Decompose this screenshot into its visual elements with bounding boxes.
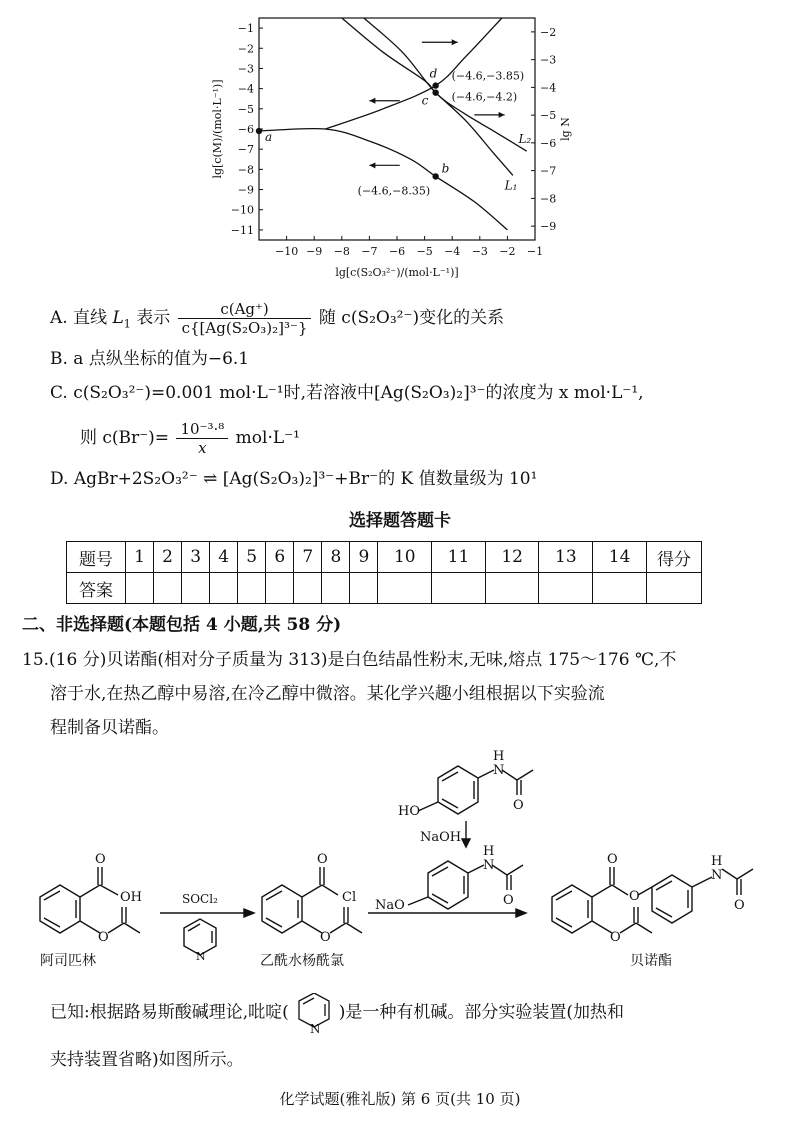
o-label-mid: O: [503, 893, 514, 908]
answer-cell-3[interactable]: [182, 573, 210, 604]
answer-header: 答案: [67, 573, 126, 604]
answer-cell-13[interactable]: [539, 573, 593, 604]
answer-card-answer-row: [67, 573, 702, 604]
question-number-5: 5: [238, 542, 266, 573]
answer-cell-12[interactable]: [485, 573, 539, 604]
x-tick-label: −1: [526, 245, 544, 258]
line-label-L2: L₂: [518, 132, 532, 147]
known-line1: 已知:根据路易斯酸碱理论,吡啶( N )是一种有机碱。部分实验装置(加热和: [50, 993, 624, 1033]
y-right-tick-label: −6: [540, 136, 557, 150]
point-annotation-b: (−4.6,−8.35): [357, 184, 431, 198]
acyl-chloride-label: 乙酰水杨酰氯: [260, 953, 344, 969]
y-left-tick-label: −5: [237, 102, 254, 116]
y-left-tick-label: −6: [237, 123, 254, 136]
answer-card-title: 选择题答题卡: [349, 511, 451, 531]
y-left-axis-label: lg[c(M)/(mol·L⁻¹)]: [211, 79, 224, 179]
answer-cell-6[interactable]: [266, 573, 294, 604]
answer-card-table: [66, 541, 702, 604]
x-tick-label: −6: [388, 245, 406, 258]
socl2-label: SOCl₂: [182, 892, 218, 906]
x-tick-label: −10: [274, 245, 299, 258]
page-footer: 化学试题(雅礼版) 第 6 页(共 10 页): [279, 1090, 521, 1108]
o-acyl-1: O: [317, 852, 328, 867]
o-prod-3: O: [610, 930, 621, 945]
o-label-top: O: [513, 798, 524, 813]
y-left-tick-label: −10: [230, 203, 254, 217]
y-right-tick-label: −7: [540, 164, 557, 178]
x-tick-label: −2: [499, 245, 516, 258]
option-c-line1: C. c(S₂O₃²⁻)=0.001 mol·L⁻¹时,若溶液中[Ag(S₂O₃)₂]³⁻的浓度为 x mol·L⁻¹,: [50, 383, 644, 403]
option-b: B. a 点纵坐标的值为−6.1: [50, 349, 250, 369]
question-number-12: 12: [485, 542, 539, 573]
h-label-mid: H: [483, 844, 495, 859]
point-annotation-c: (−4.6,−4.2): [451, 90, 518, 104]
point-label-b: b: [441, 161, 450, 176]
product-label: 贝诺酯: [630, 953, 672, 969]
option-c-line2: 则 c(Br⁻)= $\frac{\text{10⁻³·⁸}}{x}$ mol·L⁻¹: [80, 420, 300, 457]
o-acyl-2: O: [320, 930, 331, 945]
question-number-1: 1: [126, 542, 154, 573]
answer-cell-4[interactable]: [210, 573, 238, 604]
benorilate-structure: [552, 867, 753, 933]
answer-cell-11[interactable]: [432, 573, 486, 604]
arrow-left-mid-head: [369, 98, 375, 104]
n-inline: N: [309, 1022, 321, 1033]
o-prod-4: O: [734, 898, 745, 913]
y-right-tick-label: −5: [540, 109, 557, 123]
score-cell[interactable]: [647, 573, 702, 604]
answer-cell-2[interactable]: [154, 573, 182, 604]
naoh-label: NaOH: [420, 830, 462, 845]
question-number-2: 2: [154, 542, 182, 573]
answer-cell-14[interactable]: [593, 573, 647, 604]
point-label-a: a: [265, 130, 273, 145]
n-pyridine: N: [196, 950, 206, 963]
n-label-mid: N: [483, 858, 495, 873]
arrow-left-bottom-head: [369, 162, 375, 168]
point-b: [432, 173, 438, 179]
x-tick-label: −3: [471, 245, 488, 258]
x-tick-label: −7: [361, 245, 378, 258]
y-left-tick-label: −1: [237, 22, 254, 36]
point-a: [256, 128, 262, 134]
y-left-tick-label: −7: [237, 143, 254, 157]
pyridine-inline-icon: [289, 993, 339, 1033]
y-right-tick-label: −4: [540, 81, 557, 95]
y-left-tick-label: −4: [237, 82, 254, 96]
question-number-4: 4: [210, 542, 238, 573]
x-tick-label: −4: [444, 245, 461, 258]
answer-cell-8[interactable]: [322, 573, 350, 604]
y-right-tick-label: −3: [540, 53, 557, 67]
n-prod: N: [711, 868, 723, 883]
cl-label: Cl: [342, 890, 357, 905]
option-a: A. 直线 $L_1$ 表示 $\frac{c(Ag^+)}{\text{c\{[Ag(S₂O₃)₂]³⁻\}}}$ 随 c(S₂O₃²⁻)变化的关系: [50, 300, 505, 337]
point-annotation-d: (−4.6,−3.85): [451, 69, 525, 83]
y-right-tick-label: −9: [540, 220, 557, 234]
o-prod-1: O: [607, 852, 618, 867]
x-tick-label: −5: [416, 245, 433, 258]
point-c: [432, 89, 438, 95]
o-prod-2: O: [629, 889, 640, 904]
y-right-axis-label: lg N: [559, 117, 572, 141]
q15-line1: 15.(16 分)贝诺酯(相对分子质量为 313)是白色结晶性粉末,无味,熔点 175～176 ℃,不: [22, 650, 677, 670]
y-left-tick-label: −9: [237, 183, 254, 197]
question-number-6: 6: [266, 542, 294, 573]
y-left-tick-label: −8: [237, 163, 254, 177]
section-2-heading: 二、非选择题(本题包括 4 小题,共 58 分): [22, 615, 342, 635]
option-a-fraction: $\frac{c(Ag^+)}{\text{c\{[Ag(S₂O₃)₂]³⁻\}}}$: [178, 300, 312, 337]
answer-cell-1[interactable]: [126, 573, 154, 604]
oh-aspirin: OH: [120, 890, 142, 905]
number-header: 题号: [67, 542, 126, 573]
series-line-L2: [364, 18, 527, 151]
known-line2: 夹持装置省略)如图所示。: [50, 1050, 244, 1070]
q15-line3: 程制备贝诺酯。: [50, 718, 169, 738]
y-left-tick-label: −3: [237, 62, 254, 76]
y-left-tick-label: −2: [237, 42, 254, 56]
solubility-chart: [205, 0, 575, 285]
point-d: [432, 82, 438, 88]
question-number-3: 3: [182, 542, 210, 573]
h-label-top: H: [493, 749, 505, 764]
n-label-top: N: [493, 763, 505, 778]
line-label-L1: L₁: [504, 178, 518, 193]
question-number-8: 8: [322, 542, 350, 573]
point-label-c: c: [421, 93, 429, 108]
o-aspirin-1: O: [95, 852, 106, 867]
point-label-d: d: [429, 66, 438, 81]
x-tick-label: −9: [306, 245, 323, 258]
arrow-right-mid-head: [499, 112, 505, 118]
score-header: 得分: [647, 542, 702, 573]
option-c-fraction: $\frac{\text{10⁻³·⁸}}{x}$: [176, 420, 228, 457]
question-number-14: 14: [593, 542, 647, 573]
question-number-10: 10: [378, 542, 432, 573]
answer-cell-9[interactable]: [350, 573, 378, 604]
y-left-tick-label: −11: [230, 223, 254, 237]
reaction-scheme: [0, 745, 800, 980]
x-axis-label: lg[c(S₂O₃²⁻)/(mol·L⁻¹)]: [335, 266, 459, 279]
question-number-11: 11: [432, 542, 486, 573]
nao-label: NaO: [375, 898, 405, 913]
answer-cell-7[interactable]: [294, 573, 322, 604]
question-number-9: 9: [350, 542, 378, 573]
answer-cell-10[interactable]: [378, 573, 432, 604]
y-right-tick-label: −2: [540, 25, 557, 39]
question-number-7: 7: [294, 542, 322, 573]
arrow-right-top-head: [452, 39, 458, 45]
answer-card-number-row: [67, 542, 702, 573]
option-d: D. AgBr+2S₂O₃²⁻ ⇌ [Ag(S₂O₃)₂]³⁻+Br⁻的 K 值数量级为 10¹: [50, 469, 538, 489]
y-right-tick-label: −8: [540, 192, 557, 206]
ho-label: HO: [398, 804, 420, 819]
series-line-flat-to-b: [259, 129, 507, 230]
question-number-13: 13: [539, 542, 593, 573]
h-prod: H: [711, 854, 723, 869]
q15-line2: 溶于水,在热乙醇中易溶,在冷乙醇中微溶。某化学兴趣小组根据以下实验流: [50, 684, 605, 704]
x-tick-label: −8: [333, 245, 350, 258]
o-aspirin-2: O: [98, 930, 109, 945]
aspirin-label: 阿司匹林: [40, 953, 96, 969]
answer-cell-5[interactable]: [238, 573, 266, 604]
